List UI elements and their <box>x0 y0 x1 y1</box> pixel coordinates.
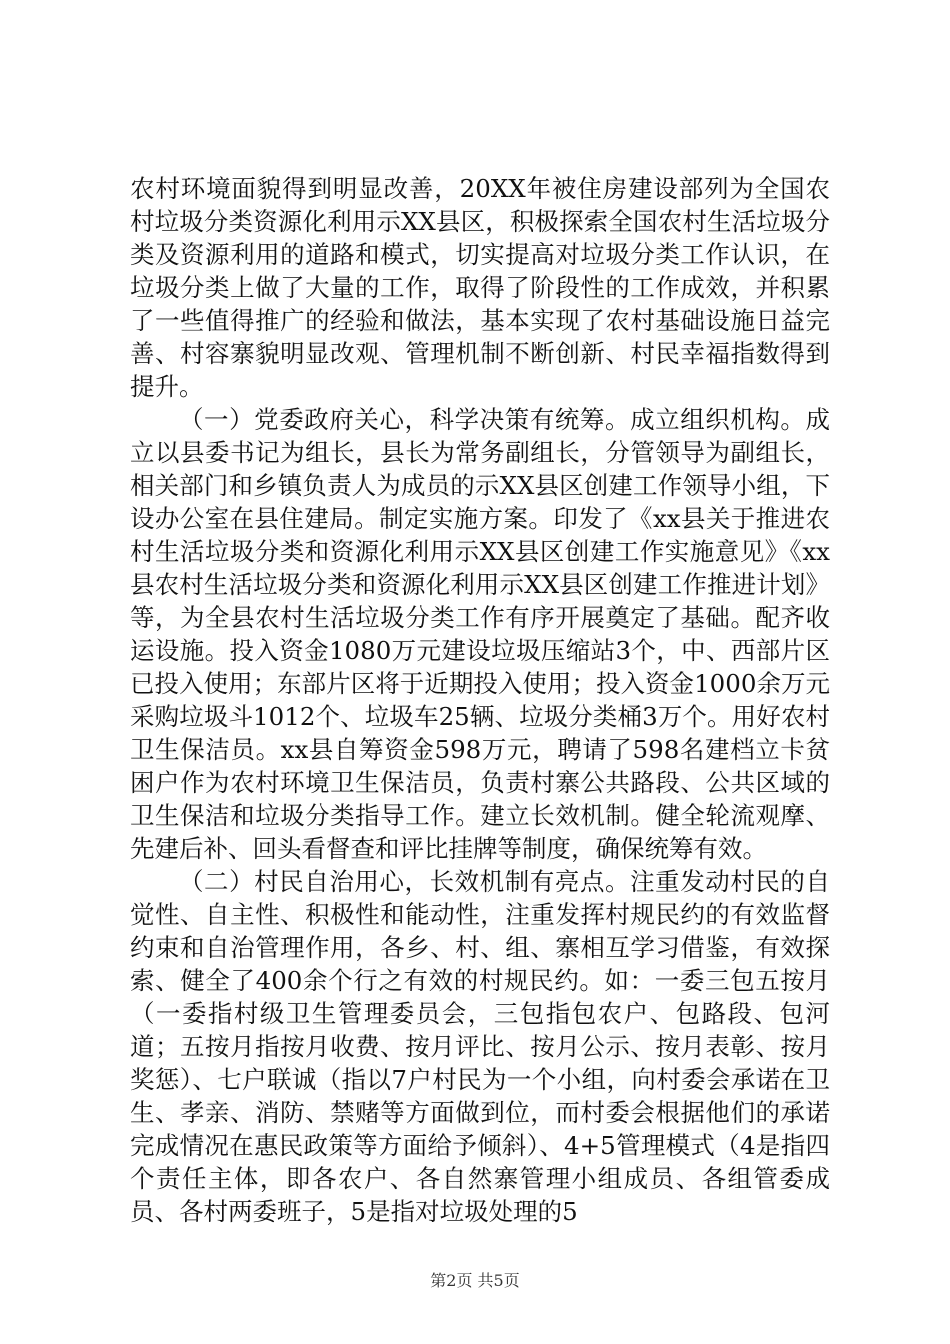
paragraph-section-2: （二）村民自治用心，长效机制有亮点。注重发动村民的自觉性、自主性、积极性和能动性，注重发挥村规民约的有效监督约束和自治管理作用，各乡、村、组、寨相互学习借鉴，有效探索、健全了400余个行之有效的村规民约。如：一委三包五按月（一委指村级卫生管理委员会，三包指包农户、包路段、包河道；五按月指按月收费、按月评比、按月公示、按月表彰、按月奖惩）、七户联诚（指以7户村民为一个小组，向村委会承诺在卫生、孝亲、消防、禁赌等方面做到位，而村委会根据他们的承诺完成情况在惠民政策等方面给予倾斜）、4+5管理模式（4是指四个责任主体，即各农户、各自然寨管理小组成员、各组管委成员、各村两委班子，5是指对垃圾处理的5 <box>130 867 830 1226</box>
page-footer: 第2页 共5页 <box>430 1271 520 1290</box>
paragraph-intro: 农村环境面貌得到明显改善，20XX年被住房建设部列为全国农村垃圾分类资源化利用示XX县区，积极探索全国农村生活垃圾分类及资源利用的道路和模式，切实提高对垃圾分类工作认识，在垃圾分类上做了大量的工作，取得了阶段性的工作成效，并积累了一些值得推广的经验和做法，基本实现了农村基础设施日益完善、村容寨貌明显改观、管理机制不断创新、村民幸福指数得到提升。 <box>130 174 830 401</box>
document-body <box>130 172 830 1228</box>
paragraph-section-1: （一）党委政府关心，科学决策有统筹。成立组织机构。成立以县委书记为组长，县长为常务副组长，分管领导为副组长，相关部门和乡镇负责人为成员的示XX县区创建工作领导小组，下设办公室在县住建局。制定实施方案。印发了《xx县关于推进农村生活垃圾分类和资源化利用示XX县区创建工作实施意见》《xx县农村生活垃圾分类和资源化利用示XX县区创建工作推进计划》等，为全县农村生活垃圾分类工作有序开展奠定了基础。配齐收运设施。投入资金1080万元建设垃圾压缩站3个，中、西部片区已投入使用；东部片区将于近期投入使用；投入资金1000余万元采购垃圾斗1012个、垃圾车25辆、垃圾分类桶3万个。用好农村卫生保洁员。xx县自筹资金598万元，聘请了598名建档立卡贫困户作为农村环境卫生保洁员，负责村寨公共路段、公共区域的卫生保洁和垃圾分类指导工作。建立长效机制。健全轮流观摩、先建后补、回头看督查和评比挂牌等制度，确保统筹有效。 <box>130 405 830 863</box>
